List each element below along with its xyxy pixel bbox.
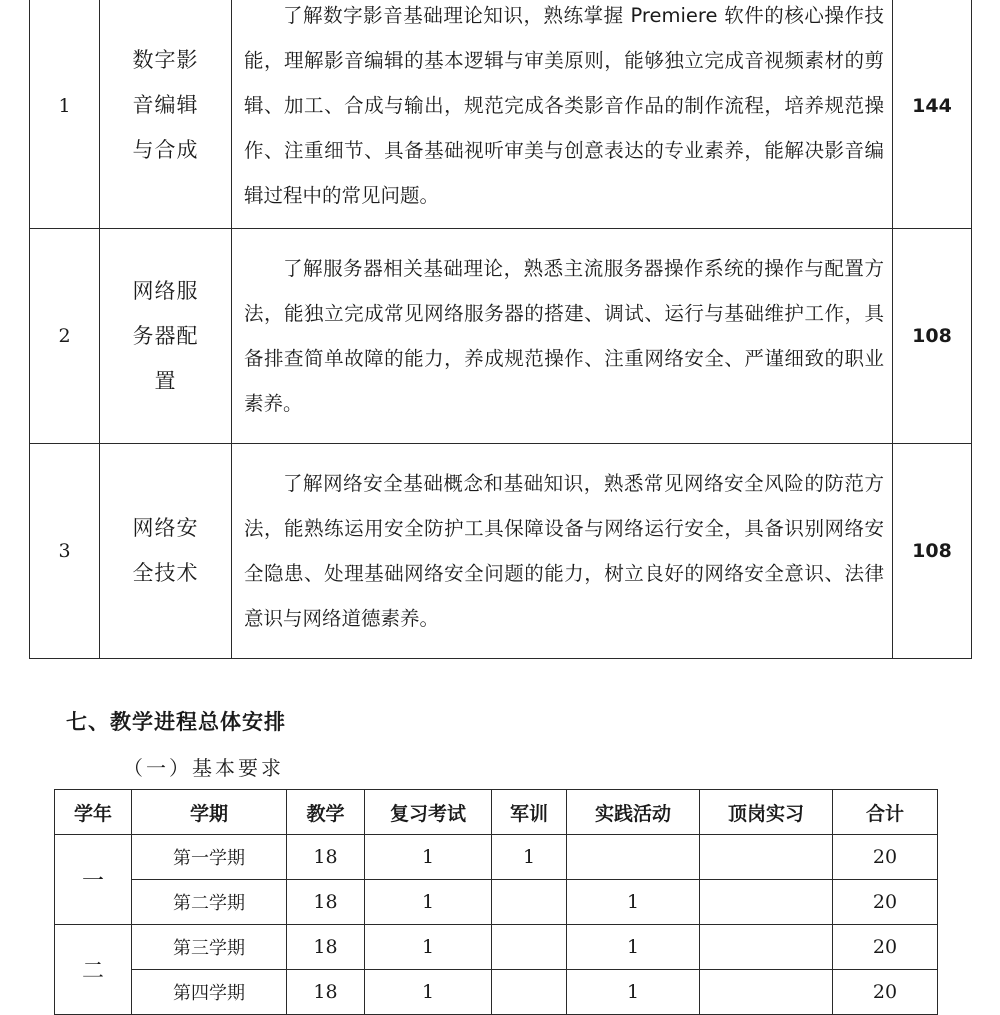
header-term: 学期 bbox=[132, 790, 287, 835]
course-description-text: 了解网络安全基础概念和基础知识，熟悉常见网络安全风险的防范方法，能熟练运用安全防护工具保障设备与网络运行安全，具备识别网络安全隐患、处理基础网络安全问题的能力，树立良好的网络安全意识、法律意识与网络道德素养。 bbox=[244, 472, 884, 630]
course-row bbox=[30, 0, 972, 229]
course-description-text: 了解服务器相关基础理论，熟悉主流服务器操作系统的操作与配置方法，能独立完成常见网络服务器的搭建、调试、运行与基础维护工作，具备排查简单故障的能力，养成规范操作、注重网络安全、严谨细致的职业素养。 bbox=[244, 257, 884, 415]
course-name: 网络安全技术 bbox=[100, 444, 232, 659]
header-military-training: 军训 bbox=[492, 790, 567, 835]
review-cell: 1 bbox=[365, 925, 492, 970]
year-cell: 二 bbox=[55, 925, 132, 1015]
practice-cell: 1 bbox=[567, 925, 700, 970]
section-title: 七、教学进程总体安排 bbox=[66, 710, 286, 734]
internship-cell bbox=[700, 925, 833, 970]
term-cell: 第一学期 bbox=[132, 835, 287, 880]
schedule-row bbox=[55, 925, 938, 970]
course-table bbox=[29, 0, 972, 659]
course-name: 网络服务器配置 bbox=[100, 229, 232, 444]
military-cell bbox=[492, 880, 567, 925]
term-cell: 第二学期 bbox=[132, 880, 287, 925]
teaching-cell: 18 bbox=[287, 925, 365, 970]
course-row bbox=[30, 444, 972, 659]
header-total: 合计 bbox=[833, 790, 938, 835]
total-cell: 20 bbox=[833, 835, 938, 880]
review-cell: 1 bbox=[365, 970, 492, 1015]
course-name: 数字影音编辑与合成 bbox=[100, 0, 232, 229]
subsection-title: （一）基本要求 bbox=[123, 756, 284, 780]
review-cell: 1 bbox=[365, 835, 492, 880]
term-cell: 第三学期 bbox=[132, 925, 287, 970]
practice-cell bbox=[567, 835, 700, 880]
course-row bbox=[30, 229, 972, 444]
course-hours: 108 bbox=[893, 444, 972, 659]
header-teaching: 教学 bbox=[287, 790, 365, 835]
review-cell: 1 bbox=[365, 880, 492, 925]
course-number: 3 bbox=[30, 444, 100, 659]
schedule-row bbox=[55, 970, 938, 1015]
schedule-row bbox=[55, 835, 938, 880]
practice-cell: 1 bbox=[567, 880, 700, 925]
year-cell: 一 bbox=[55, 835, 132, 925]
course-description bbox=[232, 0, 893, 229]
header-internship: 顶岗实习 bbox=[700, 790, 833, 835]
military-cell: 1 bbox=[492, 835, 567, 880]
total-cell: 20 bbox=[833, 970, 938, 1015]
total-cell: 20 bbox=[833, 925, 938, 970]
teaching-cell: 18 bbox=[287, 970, 365, 1015]
course-description-text: 了解数字影音基础理论知识，熟练掌握 Premiere 软件的核心操作技能，理解影音编辑的基本逻辑与审美原则，能够独立完成音视频素材的剪辑、加工、合成与输出，规范完成各类影音作品的制作流程，培养规范操作、注重细节、具备基础视听审美与创意表达的专业素养，能解决影音编辑过程中的常见问题。 bbox=[244, 4, 884, 207]
military-cell bbox=[492, 925, 567, 970]
internship-cell bbox=[700, 970, 833, 1015]
course-number: 2 bbox=[30, 229, 100, 444]
course-number: 1 bbox=[30, 0, 100, 229]
internship-cell bbox=[700, 835, 833, 880]
course-hours: 144 bbox=[893, 0, 972, 229]
practice-cell: 1 bbox=[567, 970, 700, 1015]
header-year: 学年 bbox=[55, 790, 132, 835]
header-practice: 实践活动 bbox=[567, 790, 700, 835]
schedule-table bbox=[54, 789, 938, 1015]
schedule-row bbox=[55, 880, 938, 925]
course-description bbox=[232, 444, 893, 659]
internship-cell bbox=[700, 880, 833, 925]
teaching-cell: 18 bbox=[287, 880, 365, 925]
total-cell: 20 bbox=[833, 880, 938, 925]
course-hours: 108 bbox=[893, 229, 972, 444]
header-review-exam: 复习考试 bbox=[365, 790, 492, 835]
course-description bbox=[232, 229, 893, 444]
military-cell bbox=[492, 970, 567, 1015]
term-cell: 第四学期 bbox=[132, 970, 287, 1015]
teaching-cell: 18 bbox=[287, 835, 365, 880]
schedule-header-row bbox=[55, 790, 938, 835]
